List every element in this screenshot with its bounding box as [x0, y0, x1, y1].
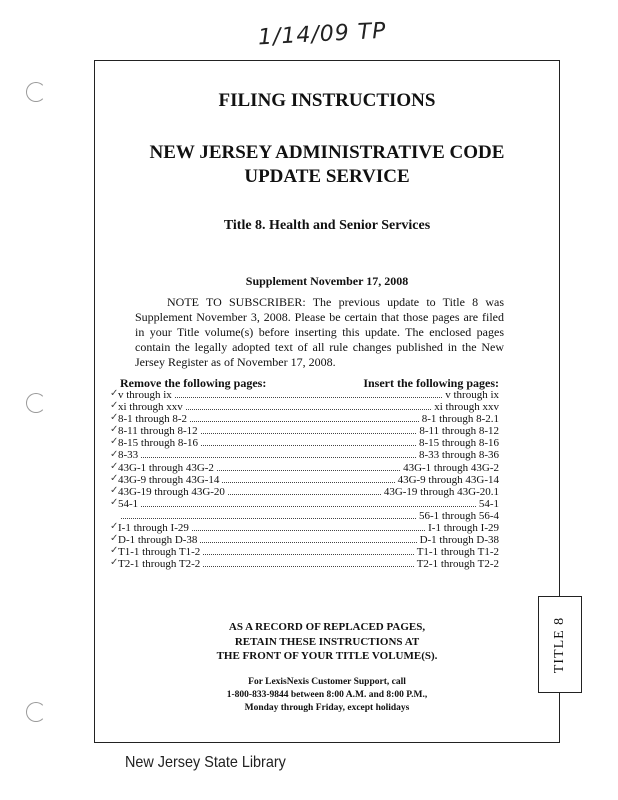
leader-dots	[186, 401, 431, 410]
insert-pages: 56-1 through 56-4	[418, 509, 499, 522]
checkmark-icon: ✓	[110, 448, 119, 460]
handwritten-date-note: 1/14/09 TP	[257, 18, 388, 51]
punch-hole	[26, 82, 46, 102]
insert-pages: 43G-19 through 43G-20.1	[383, 485, 499, 498]
checkmark-icon: ✓	[110, 412, 119, 424]
checkmark-icon: ✓	[110, 484, 119, 496]
remove-pages: T2-1 through T2-2	[118, 558, 201, 571]
leader-dots	[141, 498, 476, 507]
checkmark-icon: ✓	[110, 472, 119, 484]
frame-right-border	[559, 691, 560, 743]
insert-pages: D-1 through D-38	[419, 534, 499, 547]
page-list-row	[118, 449, 499, 461]
page-list	[118, 389, 499, 570]
insert-pages: 8-1 through 8-2.1	[421, 413, 499, 426]
remove-pages: 8-33	[118, 449, 139, 462]
insert-pages: T1-1 through T1-2	[416, 546, 499, 559]
leader-dots	[200, 534, 416, 543]
punch-hole	[26, 702, 46, 722]
remove-pages: I-1 through I-29	[118, 522, 189, 535]
record-notice	[95, 620, 559, 664]
insert-pages: T2-1 through T2-2	[416, 558, 499, 571]
leader-dots	[201, 437, 416, 446]
page-list-row	[118, 437, 499, 449]
leader-dots	[203, 546, 413, 555]
remove-pages: v through ix	[118, 389, 172, 401]
checkmark-icon: ✓	[110, 545, 119, 557]
checkmark-icon: ✓	[110, 460, 119, 472]
page-list-row	[118, 510, 499, 522]
insert-pages: xi through xxv	[434, 401, 499, 414]
leader-dots	[190, 413, 419, 422]
page-list-row	[118, 401, 499, 413]
code-heading	[95, 141, 559, 189]
library-stamp: New Jersey State Library	[125, 754, 286, 771]
remove-pages: 8-1 through 8-2	[118, 413, 188, 426]
leader-dots	[217, 462, 400, 471]
leader-dots	[175, 389, 442, 398]
remove-pages: xi through xxv	[118, 401, 183, 414]
page-list-row	[118, 413, 499, 425]
page-list-row	[118, 389, 499, 401]
insert-pages: v through ix	[445, 389, 499, 401]
leader-dots	[222, 474, 394, 483]
supplement-heading: Supplement November 17, 2008	[245, 274, 409, 288]
remove-pages: 8-15 through 8-16	[118, 437, 199, 450]
checkmark-icon: ✓	[110, 557, 119, 569]
page-list-row	[118, 546, 499, 558]
page-list-row	[118, 498, 499, 510]
remove-pages: T1-1 through T1-2	[118, 546, 201, 559]
checkmark-icon: ✓	[110, 400, 119, 412]
checkmark-icon: ✓	[110, 521, 119, 533]
remove-pages: 43G-9 through 43G-14	[118, 473, 220, 486]
insert-pages: 8-15 through 8-16	[418, 437, 499, 450]
remove-pages: 54-1	[118, 497, 139, 510]
remove-column-heading: Remove the following pages:	[120, 376, 267, 390]
remove-pages: 43G-1 through 43G-2	[118, 461, 214, 474]
remove-pages: D-1 through D-38	[118, 534, 198, 547]
punch-hole	[26, 393, 46, 413]
leader-dots	[228, 486, 381, 495]
leader-dots	[203, 558, 413, 567]
insert-pages: 54-1	[478, 497, 499, 510]
insert-pages: 8-11 through 8-12	[419, 425, 499, 438]
insert-pages: I-1 through I-29	[428, 522, 499, 535]
checkmark-icon: ✓	[110, 436, 119, 448]
remove-pages: 43G-19 through 43G-20	[118, 485, 225, 498]
checkmark-icon: ✓	[110, 496, 119, 508]
customer-support-info	[95, 676, 559, 715]
title-heading: Title 8. Health and Senior Services	[223, 218, 431, 233]
checkmark-icon: ✓	[110, 424, 119, 436]
page-list-row	[118, 534, 499, 546]
leader-dots	[192, 522, 425, 531]
record-notice-line1: AS A RECORD OF REPLACED PAGES,	[228, 621, 426, 633]
subscriber-note: NOTE TO SUBSCRIBER: The previous update to Title 8 was Supplement November 3, 2008. Please be certain that those pages are filed in your Title volume(s) before inserting this update. The enclosed pages contain the legally adopted text of all rule changes published in the New Jersey Register as of November 17, 2008.	[135, 295, 504, 369]
record-notice-line2: RETAIN THESE INSTRUCTIONS AT	[234, 635, 420, 648]
leader-dots	[141, 449, 416, 458]
page-list-row	[118, 486, 499, 498]
support-line3: Monday through Friday, except holidays	[244, 703, 410, 713]
checkmark-icon: ✓	[110, 533, 119, 545]
insert-pages: 43G-1 through 43G-2	[403, 461, 499, 474]
page-list-row	[118, 425, 499, 437]
page-list-row	[118, 558, 499, 570]
insert-pages: 8-33 through 8-36	[418, 449, 499, 462]
code-heading-line2: UPDATE SERVICE	[244, 166, 410, 187]
checkmark-icon: ✓	[110, 388, 119, 399]
frame-top-border	[94, 60, 560, 61]
remove-pages: 8-11 through 8-12	[118, 425, 198, 438]
leader-dots	[201, 425, 417, 434]
code-heading-line1: NEW JERSEY ADMINISTRATIVE CODE	[149, 142, 505, 163]
page-list-row	[118, 462, 499, 474]
frame-right-border	[559, 60, 560, 596]
frame-bottom-border	[94, 742, 560, 743]
page-list-row	[118, 474, 499, 486]
insert-pages: 43G-9 through 43G-14	[397, 473, 499, 486]
support-line1: For LexisNexis Customer Support, call	[248, 677, 406, 687]
leader-dots	[121, 510, 416, 519]
support-line2: 1-800-833-9844 between 8:00 A.M. and 8:00 P.M.,	[226, 690, 428, 700]
insert-column-heading: Insert the following pages:	[363, 376, 499, 390]
title-tab-label: TITLE 8	[552, 616, 567, 673]
page-list-row	[118, 522, 499, 534]
record-notice-line3: THE FRONT OF YOUR TITLE VOLUME(S).	[216, 650, 438, 662]
filing-instructions-heading: FILING INSTRUCTIONS	[218, 90, 436, 111]
